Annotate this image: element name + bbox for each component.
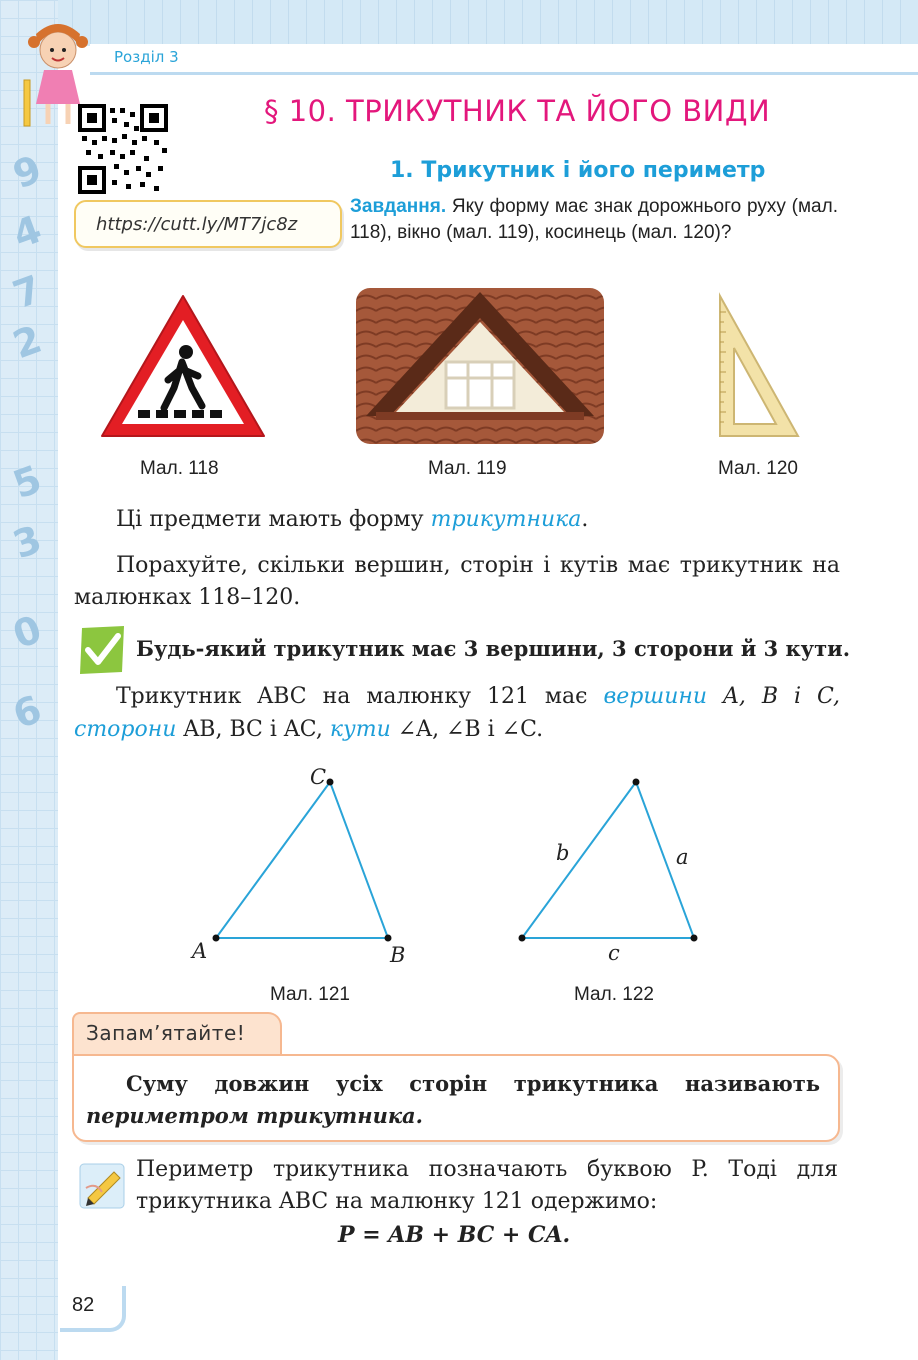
caption-fig-119: Мал. 119	[428, 458, 507, 479]
task-body: Яку форму має знак дорожнього руху (мал. 118), вікно (мал. 119), косинець (мал. 120)?	[350, 196, 838, 243]
sidebar-digit-decoration: 9	[7, 146, 48, 198]
qr-url-box[interactable]	[74, 200, 342, 248]
remember-tab-label: Запам’ятайте!	[86, 1021, 246, 1045]
paragraph-abc-vertices: A, B і C,	[707, 684, 840, 709]
caption-fig-120: Мал. 120	[718, 458, 798, 479]
triangle-vertex-point	[633, 779, 640, 786]
rule-statement: Будь-який трикутник має 3 вершини, 3 сторони й 3 кути.	[136, 636, 851, 661]
sidebar-digit-decoration: 4	[7, 206, 48, 258]
term-angles: кути	[329, 717, 391, 742]
checkmark-icon	[76, 624, 128, 676]
sidebar-digit-decoration: 2	[7, 316, 48, 368]
paragraph-title: § 10. ТРИКУТНИК ТА ЙОГО ВИДИ	[264, 94, 771, 128]
set-square-image	[712, 292, 802, 442]
vertex-a-point	[213, 935, 220, 942]
side-b-label: b	[556, 841, 570, 865]
task-text	[350, 194, 838, 246]
paragraph-abc-angles: ∠A, ∠B і ∠C.	[390, 717, 544, 742]
pedestrian-sign-image	[98, 292, 268, 442]
term-sides: сторони	[74, 717, 177, 742]
qr-url-link[interactable]: https://cutt.ly/MT7jc8z	[96, 214, 298, 235]
caption-fig-121: Мал. 121	[270, 984, 350, 1005]
caption-fig-118: Мал. 118	[140, 458, 219, 479]
sidebar-digit-decoration: 6	[7, 686, 48, 738]
subsection-title: 1. Трикутник і його периметр	[390, 158, 766, 183]
page-number: 82	[72, 1294, 95, 1316]
triangle-vertex-point	[519, 935, 526, 942]
top-decorative-band	[0, 0, 918, 46]
sidebar-digit-decoration: 5	[7, 456, 48, 508]
vertex-b-point	[385, 935, 392, 942]
term-vertices: вершини	[603, 684, 708, 709]
triangle-abc-sides-figure	[500, 762, 720, 972]
remember-definition: Суму довжин усіх сторін трикутника називають	[126, 1071, 820, 1096]
caption-fig-122: Мал. 122	[574, 984, 654, 1005]
paragraph-count: Порахуйте, скільки вершин, сторін і кутів має трикутник на малюнках 118–120.	[74, 553, 840, 610]
vertex-a-label: A	[192, 939, 208, 963]
sidebar-digit-decoration: 3	[7, 516, 48, 568]
perimeter-line-2: трикутника ABC на малюнку 121 одержимо:	[136, 1189, 658, 1214]
sidebar-digit-decoration: 0	[7, 606, 48, 658]
side-c-label: c	[608, 941, 620, 965]
side-a-label: a	[676, 845, 689, 869]
sidebar-digit-decoration: 7	[7, 266, 48, 318]
perimeter-line-1: Периметр трикутника позначають буквою P. Тоді для	[136, 1157, 838, 1182]
perimeter-formula: P = AB + BC + CA.	[338, 1222, 571, 1248]
vertex-b-label: B	[390, 943, 406, 967]
paragraph-abc	[74, 680, 840, 746]
paragraph-shape-text: Ці предмети мають форму	[116, 507, 431, 532]
vertex-c-label: C	[310, 765, 327, 789]
term-triangle: трикутника	[430, 507, 582, 532]
paragraph-shape	[116, 504, 588, 536]
pencil-note-icon	[76, 1158, 130, 1212]
roof-window-image	[356, 288, 604, 444]
remember-tab	[72, 1012, 282, 1054]
page-number-tab	[60, 1286, 126, 1332]
paragraph-abc-text: Трикутник ABC на малюнку 121 має	[116, 684, 604, 709]
left-decorative-sidebar	[0, 0, 58, 1360]
section-header-bar	[90, 44, 918, 75]
qr-code-icon[interactable]	[78, 104, 168, 194]
paragraph-abc-sides: AB, BC і AC,	[176, 717, 330, 742]
task-label: Завдання.	[350, 196, 447, 217]
paragraph-shape-end: .	[581, 507, 589, 532]
remember-definition-term: периметром трикутника.	[86, 1103, 423, 1128]
triangle-abc-figure	[180, 758, 440, 978]
vertex-c-point	[327, 779, 334, 786]
section-label: Розділ 3	[114, 48, 179, 66]
triangle-vertex-point	[691, 935, 698, 942]
